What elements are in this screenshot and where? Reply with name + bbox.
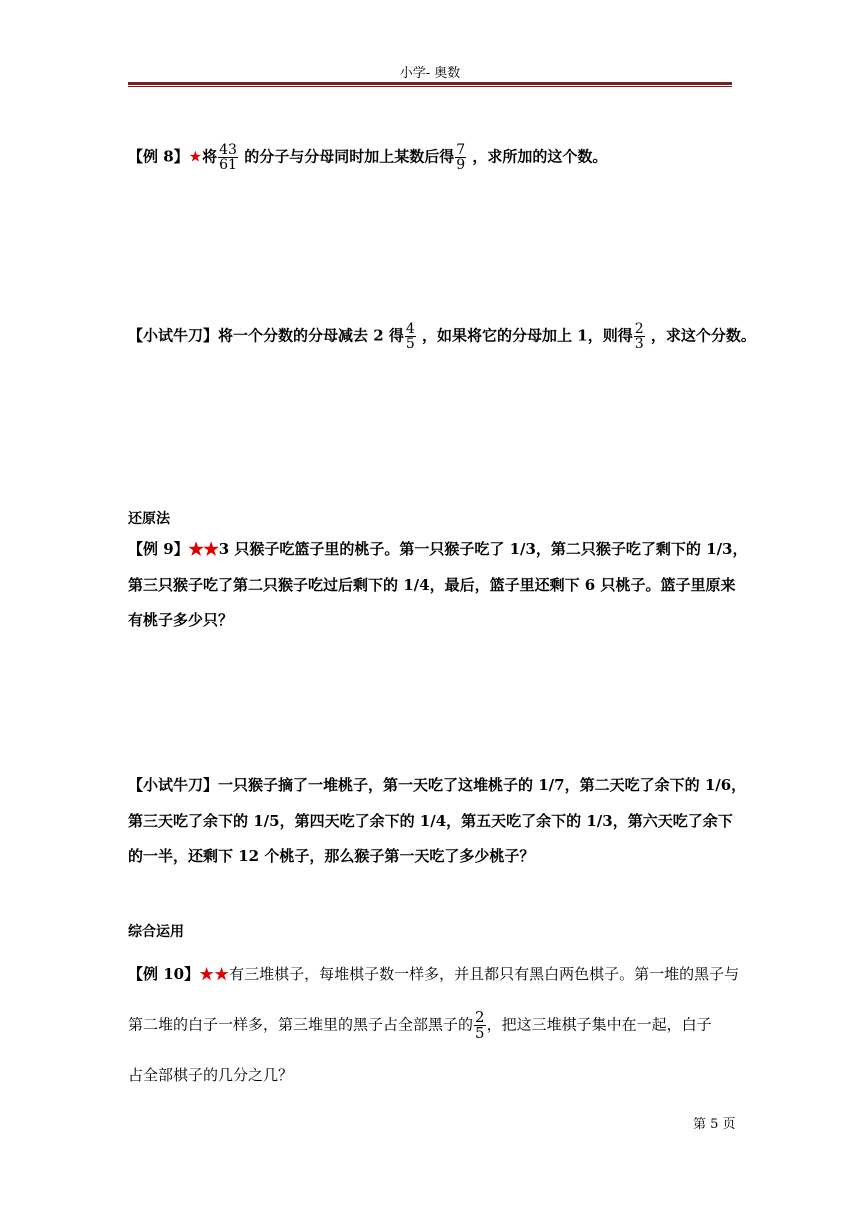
denominator: 61 (219, 157, 237, 173)
numerator: 4 (405, 321, 415, 337)
text: 第二堆的白子一样多，第三堆里的黑子占全部黑子的 (128, 1015, 474, 1034)
denominator: 5 (475, 1024, 485, 1042)
difficulty-stars: ★ (188, 147, 203, 166)
text: ，求所加的这个数。 (467, 147, 608, 166)
page-header: 小学- 奥数 (399, 66, 461, 81)
numerator: 2 (475, 1008, 485, 1026)
numerator: 43 (219, 142, 237, 158)
text: 将一个分数的分母减去 2 得 (218, 326, 404, 345)
fraction (474, 1010, 486, 1041)
example-9-line-1 (128, 538, 748, 559)
example-tag: 【例 9】 (128, 540, 189, 558)
trial-2-line-2: 第三天吃了余下的 1/5，第四天吃了余下的 1/4，第五天吃了余下的 1/3，第六天吃了余下 (128, 812, 733, 830)
text: ，如果将它的分母加上 1，则得 (416, 326, 633, 345)
difficulty-stars: ★★ (199, 965, 230, 983)
fraction (634, 322, 645, 351)
example-9-line-2: 第三只猴子吃了第二只猴子吃过后剩下的 1/4，最后，篮子里还剩下 6 只桃子。篮子里原来 (128, 576, 736, 594)
text: 有三堆棋子，每堆棋子数一样多，并且都只有黑白两色棋子。第一堆的黑子与 (229, 965, 740, 983)
fraction (405, 322, 416, 351)
header-rule (128, 82, 732, 85)
denominator: 3 (634, 336, 644, 352)
example-10-line-1 (128, 963, 738, 984)
example-9-line-3: 有桃子多少只？ (128, 611, 234, 629)
trial-2-line-1 (128, 774, 747, 795)
text: 将 (202, 147, 218, 166)
section-heading: 还原法 (128, 511, 170, 527)
text: 3 只猴子吃篮子里的桃子。第一只猴子吃了 1/3，第二只猴子吃了剩下的 1/3， (218, 540, 748, 558)
page-number: 第 5 页 (693, 1117, 736, 1132)
text: 的分子与分母同时加上某数后得 (238, 147, 455, 166)
numerator: 7 (456, 142, 466, 158)
example-tag: 【例 10】 (128, 965, 200, 983)
trial-2-line-3: 的一半，还剩下 12 个桃子，那么猴子第一天吃了多少桃子？ (128, 847, 535, 865)
text: ，求这个分数。 (645, 326, 756, 345)
trial-tag: 【小试牛刀】 (128, 776, 219, 794)
example-tag: 【例 8】 (128, 147, 189, 166)
difficulty-stars: ★★ (188, 540, 219, 558)
trial-1 (128, 321, 756, 352)
example-8 (128, 143, 738, 172)
example-10-line-3: 占全部棋子的几分之几？ (128, 1066, 294, 1084)
trial-tag: 【小试牛刀】 (128, 326, 219, 345)
text: 一只猴子摘了一堆桃子，第一天吃了这堆桃子的 1/7，第二天吃了余下的 1/6， (218, 776, 747, 794)
text: ，把这三堆棋子集中在一起，白子 (486, 1015, 712, 1034)
numerator: 2 (634, 321, 644, 337)
example-10-line-2 (128, 1010, 738, 1041)
denominator: 9 (456, 157, 466, 173)
fraction (455, 143, 466, 172)
header-rule-thin (128, 86, 732, 87)
denominator: 5 (405, 336, 415, 352)
fraction (218, 143, 238, 172)
section-heading: 综合运用 (128, 924, 184, 940)
